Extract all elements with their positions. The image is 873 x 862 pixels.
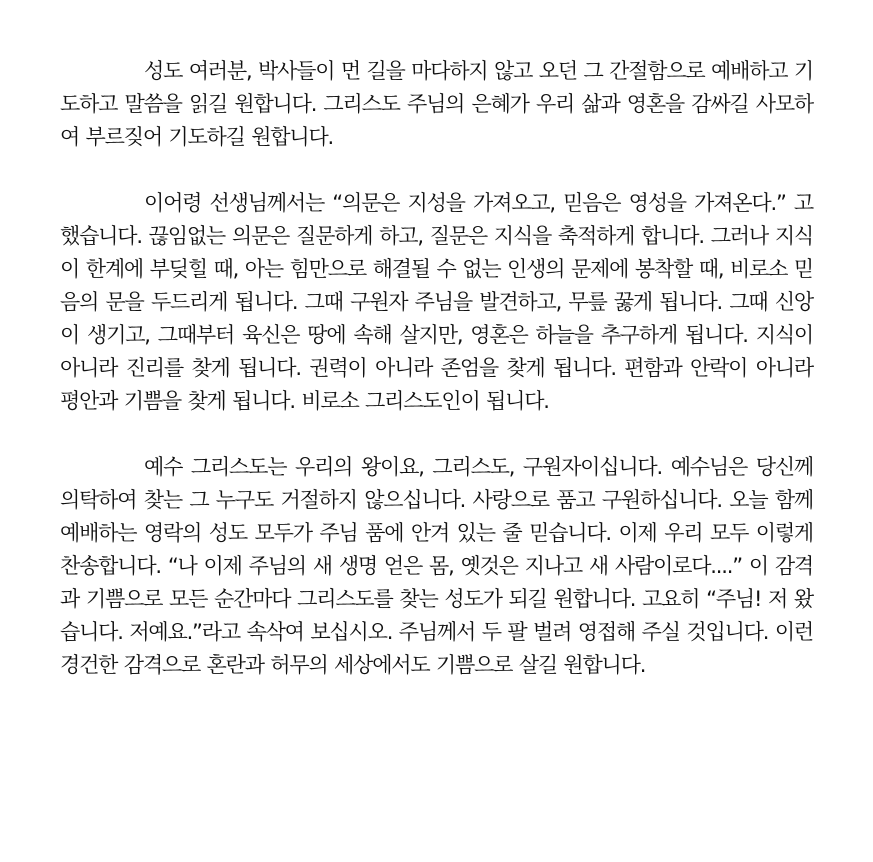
paragraph-1: 성도 여러분, 박사들이 먼 길을 마다하지 않고 오던 그 간절함으로 예배하고 기도하고 말씀을 읽길 원합니다. 그리스도 주님의 은혜가 우리 삶과 영혼을 감싸길 사모하여 부르짖어 기도하길 원합니다.	[60, 59, 813, 149]
paragraph-3: 예수 그리스도는 우리의 왕이요, 그리스도, 구원자이십니다. 예수님은 당신께 의탁하여 찾는 그 누구도 거절하지 않으십니다. 사랑으로 품고 구원하십니다. 오늘 함께 예배하는 영락의 성도 모두가 주님 품에 안겨 있는 줄 믿습니다. 이제 우리 모두 이렇게 찬송합니다. “나 이제 주님의 새 생명 얻은 몸, 옛것은 지나고 새 사람이로다....” 이 감격과 기쁨으로 모든 순간마다 그리스도를 찾는 성도가 되길 원합니다. 고요히 “주님! 저 왔습니다. 저예요.”라고 속삭여 보십시오. 주님께서 두 팔 벌려 영접해 주실 것입니다. 이런 경건한 감격으로 혼란과 허무의 세상에서도 기쁨으로 살길 원합니다.	[60, 455, 813, 677]
document-body	[60, 55, 813, 682]
paragraph-2: 이어령 선생님께서는 “의문은 지성을 가져오고, 믿음은 영성을 가져온다.” 고 했습니다. 끊임없는 의문은 질문하게 하고, 질문은 지식을 축적하게 합니다. 그러나 지식이 한계에 부딪힐 때, 아는 힘만으로 해결될 수 없는 인생의 문제에 봉착할 때, 비로소 믿음의 문을 두드리게 됩니다. 그때 구원자 주님을 발견하고, 무릎 꿇게 됩니다. 그때 신앙이 생기고, 그때부터 육신은 땅에 속해 살지만, 영혼은 하늘을 추구하게 됩니다. 지식이 아니라 진리를 찾게 됩니다. 권력이 아니라 존엄을 찾게 됩니다. 편함과 안락이 아니라 평안과 기쁨을 찾게 됩니다. 비로소 그리스도인이 됩니다.	[60, 191, 813, 413]
